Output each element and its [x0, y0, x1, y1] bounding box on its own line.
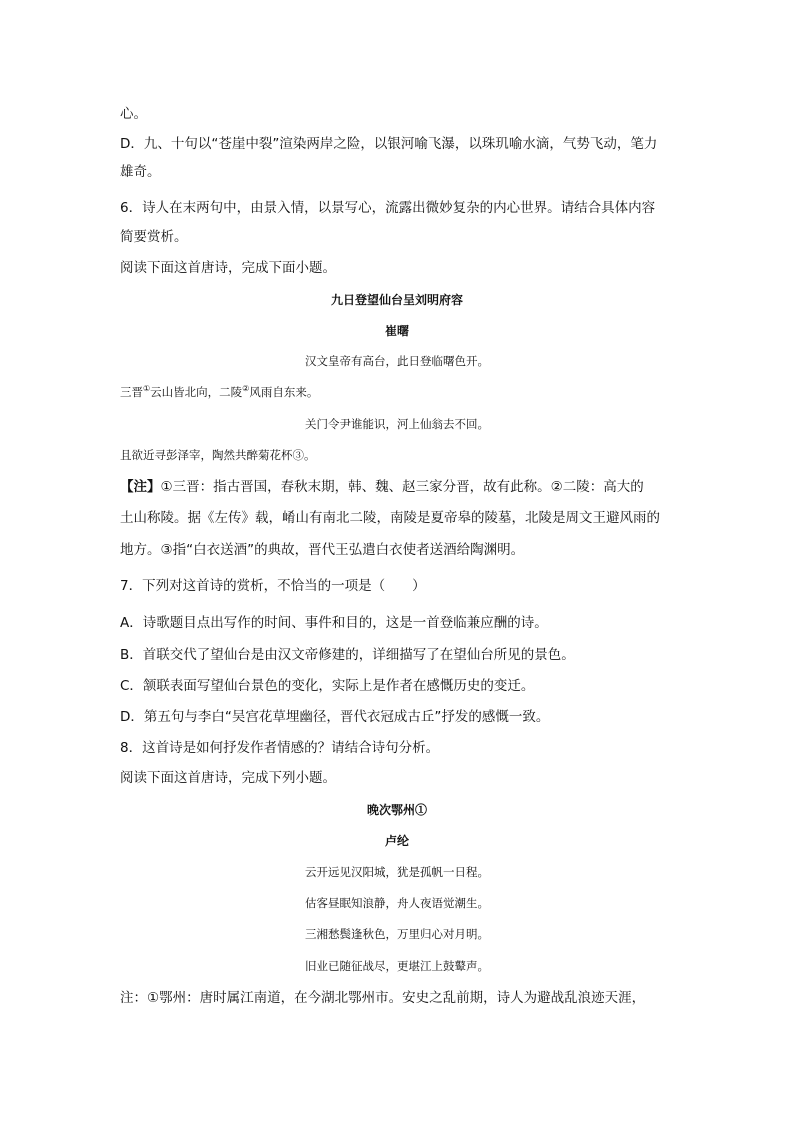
- poem-title: 九日登望仙台呈刘明府容: [330, 293, 463, 307]
- question-7: 7．下列对这首诗的赏析，不恰当的一项是（ ）: [120, 578, 426, 594]
- poem-verse: 关门令尹谁能识，河上仙翁去不回。: [305, 417, 489, 431]
- poem-verse: 云开远见汉阳城，犹是孤帆一日程。: [305, 865, 489, 879]
- question-8: 8．这首诗是如何抒发作者情感的？请结合诗句分析。: [120, 740, 440, 756]
- poem-author: 崔曙: [384, 324, 409, 338]
- note-line: 土山称陵。据《左传》载，崤山有南北二陵，南陵是夏帝皋的陵墓，北陵是周文王避风雨的: [120, 510, 660, 526]
- verse-text: 三晋: [120, 385, 143, 399]
- poem-verse: [120, 383, 318, 401]
- note-line: 地方。③指“白衣送酒”的典故，晋代王弘遣白衣使者送酒给陶渊明。: [120, 542, 525, 558]
- verse-text: 云山皆北向，二陵: [150, 385, 243, 399]
- footnote-marker: ①: [143, 384, 151, 394]
- footnote-marker: ②: [242, 384, 250, 394]
- text-line: 雄奇。: [120, 164, 161, 180]
- question-6: 6．诗人在末两句中，由景入情，以景写心，流露出微妙复杂的内心世界。请结合具体内容: [120, 200, 656, 216]
- option-d-text: D．九、十句以“苍崖中裂”渲染两岸之险，以银河喻飞瀑，以珠玑喻水滴，气势飞动，笔力: [120, 136, 658, 152]
- poem-verse: 旧业已随征战尽，更堪江上鼓鼙声。: [305, 959, 489, 973]
- option-d: D．第五句与李白“吴宫花草埋幽径，晋代衣冠成古丘”抒发的感慨一致。: [120, 709, 550, 725]
- option-b: B．首联交代了望仙台是由汉文帝修建的，详细描写了在望仙台所见的景色。: [120, 647, 575, 663]
- note-text: ①三晋：指古晋国，春秋末期，韩、魏、赵三家分晋，故有此称。②二陵：高大的: [160, 479, 644, 495]
- poem-verse: 汉文皇帝有高台，此日登临曙色开。: [305, 354, 489, 368]
- text-line: 心。: [120, 106, 147, 122]
- text-line: 简要赏析。: [120, 229, 188, 245]
- note-line: [120, 477, 644, 497]
- note-line: 注：①鄂州：唐时属江南道，在今湖北鄂州市。安史之乱前期，诗人为避战乱浪迹天涯，: [120, 990, 646, 1006]
- verse-text: 风雨自东来。: [249, 385, 319, 399]
- option-a: A．诗歌题目点出写作的时间、事件和目的，这是一首登临兼应酬的诗。: [120, 615, 548, 631]
- option-c: C．颔联表面写望仙台景色的变化，实际上是作者在感慨历史的变迁。: [120, 678, 535, 694]
- poem-author: 卢纶: [384, 834, 409, 848]
- poem-verse: 三湘愁鬓逢秋色，万里归心对月明。: [305, 927, 489, 941]
- reading-instruction: 阅读下面这首唐诗，完成下面小题。: [120, 260, 336, 276]
- reading-instruction: 阅读下面这首唐诗，完成下列小题。: [120, 770, 336, 786]
- note-tag: 【注】: [120, 479, 161, 495]
- poem-verse: 且欲近寻彭泽宰，陶然共醉菊花杯③。: [120, 448, 316, 462]
- poem-title: 晚次鄂州①: [366, 803, 427, 817]
- poem-verse: 估客昼眠知浪静，舟人夜语觉潮生。: [305, 896, 489, 910]
